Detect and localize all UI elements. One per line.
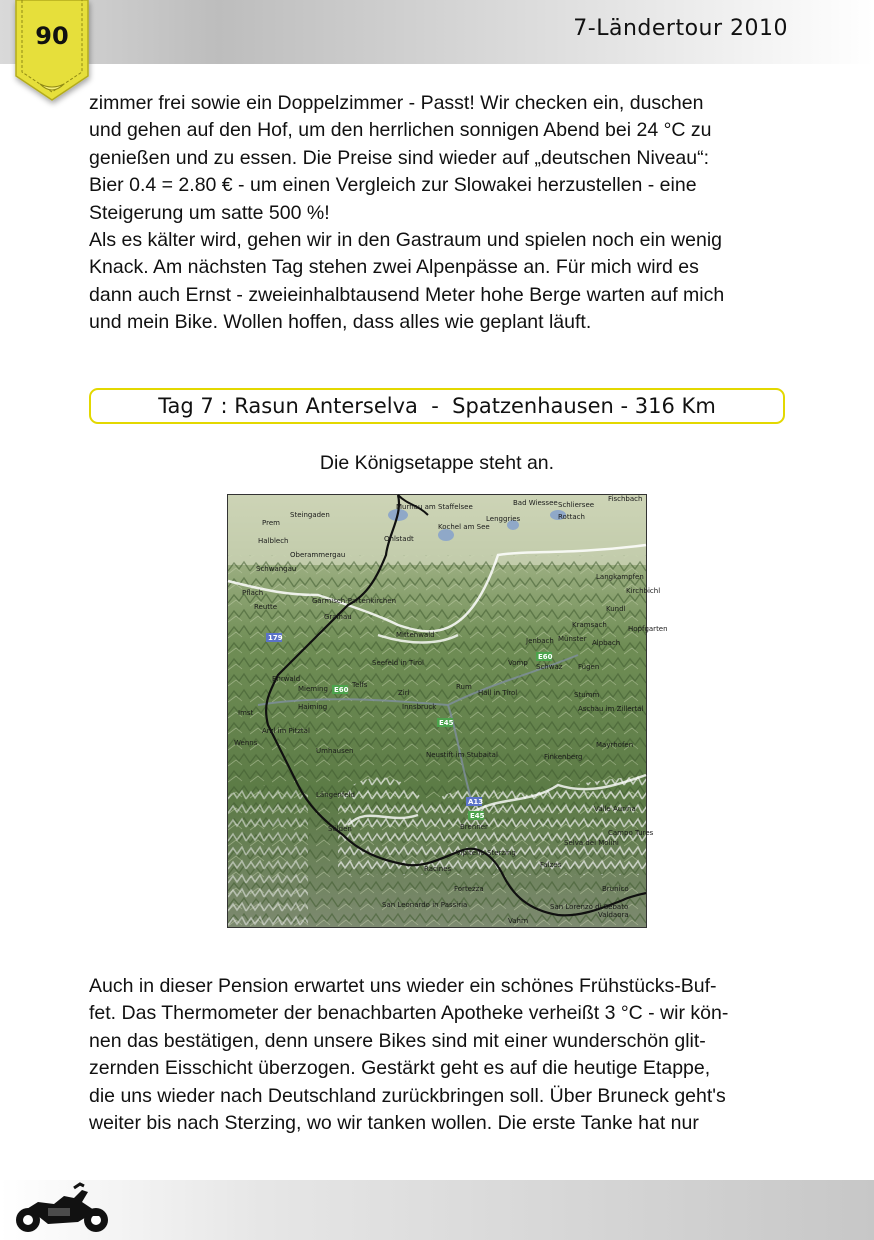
map-place: Finkenberg xyxy=(544,753,583,761)
running-title: 7-Ländertour 2010 xyxy=(573,16,788,41)
map-place: Sölden xyxy=(328,825,352,833)
text-line: genießen und zu essen. Die Preise sind wieder auf „deutschen Niveau“: xyxy=(89,146,710,169)
map-place: Fortezza xyxy=(454,885,484,893)
map-place: Schwaz xyxy=(536,663,563,671)
map-place: San Lorenzo di Sebato xyxy=(550,903,629,911)
map-place: Murnau am Staffelsee xyxy=(396,503,473,511)
text-line: Als es kälter wird, gehen wir in den Gastraum und spielen noch ein wenig xyxy=(89,229,723,252)
map-place: Aschau im Zillertal xyxy=(578,705,644,713)
map-place: Halblech xyxy=(258,537,289,545)
map-place: Schwangau xyxy=(256,565,297,573)
map-place: Seefeld in Tirol xyxy=(372,659,425,667)
map-place: Valle Aurina xyxy=(594,805,636,813)
map-place: Racines xyxy=(424,865,452,873)
map-road-label: E45 xyxy=(439,719,454,727)
map-place: Imst xyxy=(238,709,254,717)
map-place: Längenfeld xyxy=(316,791,355,799)
map-place: Mittenwald xyxy=(396,631,435,639)
page-number: 90 xyxy=(35,22,69,50)
map-road-label: A13 xyxy=(468,798,484,806)
map-place: Grainau xyxy=(324,613,352,621)
map-place: Valdaora xyxy=(598,911,629,919)
text-line: Steigerung um satte 500 %! xyxy=(89,201,330,224)
map-place: Campo Tures xyxy=(608,829,654,837)
map-place: Kundl xyxy=(606,605,626,613)
text-line: weiter bis nach Sterzing, wo wir tanken wollen. Die erste Tanke hat nur xyxy=(89,1112,699,1135)
map-place: Langkampfen xyxy=(596,573,644,581)
map-place: Rum xyxy=(456,683,472,691)
text-line: und mein Bike. Wollen hoffen, dass alles wie geplant läuft. xyxy=(89,311,592,334)
map-place: Vomp xyxy=(508,659,528,667)
route-map xyxy=(227,494,668,928)
map-road-label: E60 xyxy=(538,653,553,661)
map-place: Telfs xyxy=(352,681,368,689)
text-line: fet. Das Thermometer der benachbarten Apotheke verheißt 3 °C - wir kön- xyxy=(89,1002,729,1025)
map-place: Zirl xyxy=(398,689,410,697)
text-line: dann auch Ernst - zweieinhalbtausend Meter hohe Berge warten auf mich xyxy=(89,283,725,306)
map-place: Bad Wiessee xyxy=(513,499,558,507)
map-place: Haiming xyxy=(298,703,328,711)
map-place: Wenns xyxy=(234,739,258,747)
map-place: Alpbach xyxy=(592,639,621,647)
map-caption: Die Königsetappe steht an. xyxy=(319,452,555,474)
map-place: Hopfgarten xyxy=(628,625,668,633)
map-place: San Leonardo in Passiria xyxy=(382,901,468,909)
footer-band xyxy=(0,1180,874,1240)
text-line: nen das bestätigen, denn unsere Bikes sind mit einer wunderschön glit- xyxy=(89,1029,706,1052)
map-place: Steingaden xyxy=(290,511,330,519)
map-road-label: E45 xyxy=(470,812,485,820)
map-place: Vahrn xyxy=(508,917,529,925)
map-place: Garmisch-Partenkirchen xyxy=(312,597,397,605)
map-place: Vipiteno Sterzing xyxy=(456,849,516,857)
text-line: zimmer frei sowie ein Doppelzimmer - Passt! Wir checken ein, duschen xyxy=(89,92,704,114)
map-place: Selva dei Molini xyxy=(564,839,619,847)
map-place: Ohlstadt xyxy=(384,535,414,543)
map-place: Mayrhofen xyxy=(596,741,634,749)
map-place: Fischbach xyxy=(608,495,643,503)
map-place: Ehrwald xyxy=(272,675,301,683)
map-place: Kirchbichl xyxy=(626,587,661,595)
paragraph-2 xyxy=(89,973,785,1137)
text-line: die uns wieder nach Deutschland zurückbringen soll. Über Bruneck geht's xyxy=(89,1084,726,1107)
map-road-label: 179 xyxy=(268,634,283,642)
map-place: Oberammergau xyxy=(290,551,346,559)
map-place: Kochel am See xyxy=(438,523,490,531)
map-place: Pflach xyxy=(242,589,264,597)
stage-heading: Tag 7 : Rasun Anterselva - Spatzenhausen - 316 Km xyxy=(158,394,716,418)
map-place: Falzes xyxy=(540,861,562,869)
map-place: Umhausen xyxy=(316,747,354,755)
map-place: Mieming xyxy=(298,685,328,693)
text-line: Knack. Am nächsten Tag stehen zwei Alpenpässe an. Für mich wird es xyxy=(89,256,699,279)
map-place: Brenner xyxy=(460,823,488,831)
page-badge-icon xyxy=(12,0,92,104)
map-place: Hall in Tirol xyxy=(478,689,518,697)
text-line: und gehen auf den Hof, um den herrlichen sonnigen Abend bei 24 °C zu xyxy=(89,119,712,142)
map-place: Arzl im Pitztal xyxy=(262,727,310,735)
map-place: Prem xyxy=(262,519,280,527)
route-map-graphic xyxy=(228,495,668,927)
map-place: Stumm xyxy=(574,691,600,699)
map-place: Rottach xyxy=(558,513,585,521)
map-place: Reutte xyxy=(254,603,278,611)
map-road-label: E60 xyxy=(334,686,349,694)
map-place: Neustift im Stubaital xyxy=(426,751,498,759)
map-place: Brunico xyxy=(602,885,629,893)
paragraph-1 xyxy=(89,90,785,337)
motorcycle-icon xyxy=(8,1184,112,1234)
map-place: Münster xyxy=(558,635,587,643)
text-line: Auch in dieser Pension erwartet uns wieder ein schönes Frühstücks-Buf- xyxy=(89,975,717,997)
map-place: Lenggries xyxy=(486,515,521,523)
map-place: Jenbach xyxy=(526,637,554,645)
map-place: Kramsach xyxy=(572,621,607,629)
map-place: Fügen xyxy=(578,663,600,671)
text-line: Bier 0.4 = 2.80 € - um einen Vergleich zur Slowakei herzustellen - eine xyxy=(89,174,697,197)
map-place: Innsbruck xyxy=(402,703,437,711)
stage-heading-box xyxy=(89,388,785,424)
text-line: zernden Eisschicht überzogen. Gestärkt geht es auf die heutige Etappe, xyxy=(89,1057,711,1080)
map-place: Schliersee xyxy=(558,501,595,509)
